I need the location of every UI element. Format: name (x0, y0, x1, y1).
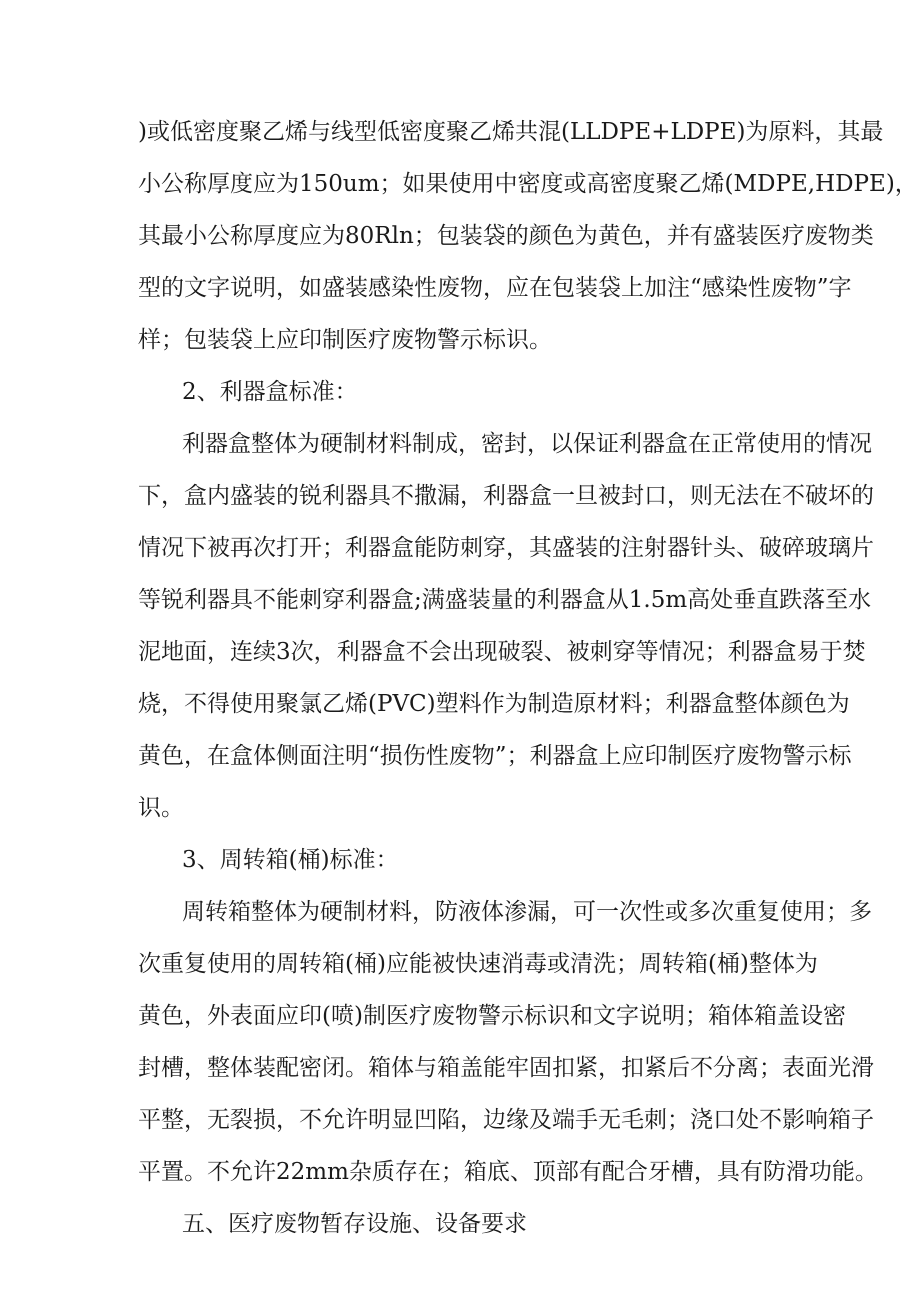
text-line: 样；包装袋上应印制医疗废物警示标识。 (138, 327, 552, 353)
text-line: 烧，不得使用聚氯乙烯(PVC)塑料作为制造原材料；利器盒整体颜色为 (138, 691, 850, 717)
text-line: )或低密度聚乙烯与线型低密度聚乙烯共混(LLDPE+LDPE)为原料，其最 (138, 119, 884, 145)
text-line: 其最小公称厚度应为80Rln；包装袋的颜色为黄色，并有盛装医疗废物类 (138, 223, 874, 249)
text-line: 封槽，整体装配密闭。箱体与箱盖能牢固扣紧，扣紧后不分离；表面光滑 (138, 1055, 874, 1081)
text-line: 小公称厚度应为150um；如果使用中密度或高密度聚乙烯(MDPE,HDPE)， (138, 171, 918, 197)
section-heading: 3、周转箱(桶)标准： (182, 847, 399, 873)
text-line: 泥地面，连续3次，利器盒不会出现破裂、被刺穿等情况；利器盒易于焚 (138, 639, 866, 665)
text-line: 周转箱整体为硬制材料，防液体渗漏，可一次性或多次重复使用；多 (182, 899, 872, 925)
text-line: 黄色，外表面应印(喷)制医疗废物警示标识和文字说明；箱体箱盖设密 (138, 1003, 846, 1029)
text-line: 平置。不允许22mm杂质存在；箱底、顶部有配合牙槽，具有防滑功能。 (138, 1159, 878, 1185)
text-line: 黄色，在盒体侧面注明“损伤性废物”；利器盒上应印制医疗废物警示标 (138, 743, 852, 769)
text-line: 等锐利器具不能刺穿利器盒;满盛装量的利器盒从1.5m高处垂直跌落至水 (138, 587, 872, 613)
chapter-heading: 五、医疗废物暂存设施、设备要求 (182, 1211, 527, 1237)
text-line: 下，盒内盛装的锐利器具不撒漏，利器盒一旦被封口，则无法在不破坏的 (138, 483, 874, 509)
text-line: 识。 (138, 795, 184, 821)
text-line: 次重复使用的周转箱(桶)应能被快速消毒或清洗；周转箱(桶)整体为 (138, 951, 818, 977)
text-line: 情况下被再次打开；利器盒能防刺穿，其盛装的注射器针头、破碎玻璃片 (138, 535, 874, 561)
section-heading: 2、利器盒标准： (182, 379, 358, 405)
text-line: 利器盒整体为硬制材料制成，密封，以保证利器盒在正常使用的情况 (182, 431, 872, 457)
text-line: 型的文字说明，如盛装感染性废物，应在包装袋上加注“感染性废物”字 (138, 275, 852, 301)
text-line: 平整，无裂损，不允许明显凹陷，边缘及端手无毛刺；浇口处不影响箱子 (138, 1107, 874, 1133)
